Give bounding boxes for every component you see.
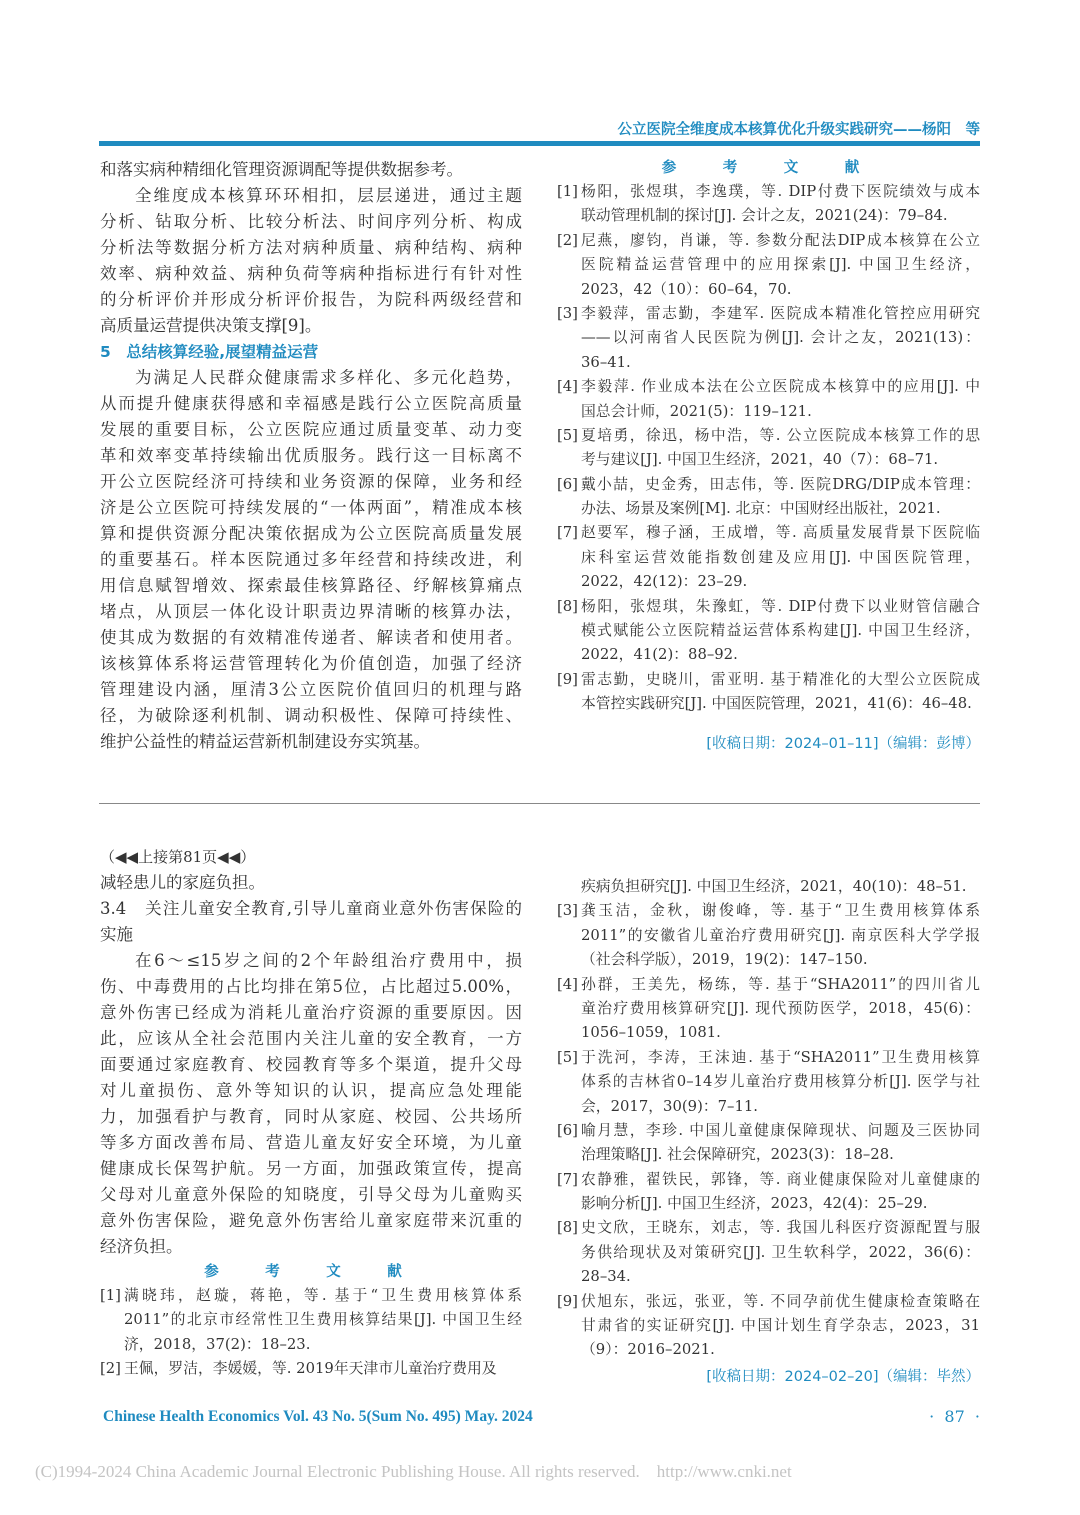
reference-line: 杨阳，张煜琪，李逸璞，等. DIP付费下医院绩效与成本 (581, 183, 980, 200)
running-title: 公立医院全维度成本核算优化升级实践研究——杨阳 等 (617, 122, 980, 138)
reference-line: 济，2018，37(2)：18–23. (124, 1335, 311, 1353)
reference-number: [6] (557, 1121, 578, 1139)
text-line: 堵点，从顶层一体化设计职责边界清晰的核算办法， (100, 602, 522, 621)
reference-item (557, 180, 980, 229)
reference-list (100, 1284, 522, 1382)
text-line: 和落实病种精细化管理资源调配等提供数据参考。 (100, 160, 463, 179)
text-line: 高质量运营提供决策支撑[9]。 (100, 316, 322, 335)
reference-item (557, 1290, 980, 1363)
text-line: 此，应该从全社会范围内关注儿童的安全教育，一方 (100, 1029, 522, 1048)
page-number: · 87 · (929, 1407, 980, 1426)
reference-line: 2022，42(12)：23–29. (581, 573, 748, 591)
reference-line: 雷志勤，史晓川，雷亚明. 基于精准化的大型公立医院成 (581, 670, 980, 688)
reference-line: 2011”的北京市经常性卫生费用核算结果[J]. 中国卫生经 (124, 1311, 522, 1329)
reference-number: [1] (100, 1287, 121, 1304)
text-line: 的分析评价并形成分析评价报告，为院科两级经营和 (100, 290, 522, 309)
reference-line: 疾病负担研究[J]. 中国卫生经济，2021，40(10)：48–51. (581, 878, 967, 895)
reference-line: 夏培勇，徐迅，杨中浩，等. 公立医院成本核算工作的思 (581, 426, 980, 444)
text-line: 革和效率变革持续输出优质服务。践行这一目标离不 (100, 446, 522, 465)
reference-line: 医院精益运营管理中的应用探索[J]. 中国卫生经济， (581, 256, 980, 274)
reference-item (557, 875, 980, 899)
reference-line: 28–34. (581, 1268, 631, 1286)
reference-number: [6] (557, 475, 578, 493)
text-line: 发展的重要目标，公立医院应通过质量变革、动力变 (100, 420, 522, 439)
reference-item (557, 1216, 980, 1289)
reference-item (557, 1168, 980, 1217)
reference-number: [8] (557, 597, 578, 615)
references-heading: 参 考 文 献 (661, 160, 876, 176)
reference-line: ——以河南省人民医院为例[J]. 会计之友，2021(13)： (581, 329, 980, 347)
text-line: 全维度成本核算环环相扣，层层递进，通过主题 (135, 186, 522, 205)
reference-line: 模式赋能公立医院精益运营体系构建[J]. 中国卫生经济， (581, 622, 980, 640)
reference-number: [4] (557, 378, 578, 396)
text-line: 意外伤害已经成为消耗儿童治疗资源的重要原因。因 (100, 1003, 522, 1022)
reference-number: [4] (557, 975, 578, 993)
received-date: [收稿日期：2024–02–20]（编辑：毕然） (706, 1368, 980, 1385)
text-line: 面要通过家庭教育、校园教育等多个渠道，提升父母 (100, 1055, 522, 1074)
reference-line: 甘肃省的实证研究[J]. 中国计划生育学杂志，2023，31 (581, 1317, 980, 1335)
lower-left-body (100, 870, 522, 1260)
reference-line: 治理策略[J]. 社会保障研究，2023(3)：18–28. (581, 1146, 894, 1164)
text-line: 的重要基石。样本医院通过多年经营和持续改进，利 (100, 550, 522, 569)
reference-list (557, 180, 980, 717)
reference-number: [3] (557, 902, 578, 920)
reference-item (557, 1119, 980, 1168)
reference-item (557, 229, 980, 302)
reference-line: 会，2017，30(9)：7–11. (581, 1097, 758, 1115)
continued-from-note: （◀◀上接第81页◀◀） (100, 848, 256, 866)
text-line: 为满足人民群众健康需求多样化、多元化趋势， (135, 368, 522, 387)
reference-number: [2] (100, 1360, 121, 1378)
text-line: 伤、中毒费用的占比均排在第5位，占比超过5.00%， (100, 977, 522, 996)
reference-number: [5] (557, 426, 578, 444)
text-line: 管理建设内涵，厘清3公立医院价值回归的机理与路 (100, 680, 522, 699)
reference-item (557, 521, 980, 594)
reference-line: 满晓玮，赵璇，蒋艳，等. 基于“卫生费用核算体系 (124, 1287, 522, 1304)
upper-left-column (100, 157, 522, 755)
text-line: 用信息赋智增效、探索最佳核算路径、纾解核算痛点 (100, 576, 522, 595)
reference-number: [1] (557, 183, 578, 200)
reference-line: 考与建议[J]. 中国卫生经济，2021，40（7）：68–71. (581, 451, 939, 469)
text-line: 在6～≤15岁之间的2个年龄组治疗费用中，损 (135, 951, 522, 970)
text-line: 济是公立医院可持续发展的“一体两面”，精准成本核 (100, 498, 522, 517)
reference-line: 36–41. (581, 353, 631, 371)
reference-line: 李毅萍，雷志勤，李建军. 医院成本精准化管控应用研究 (581, 304, 980, 322)
header-rule (99, 141, 980, 146)
text-line: 效率、病种效益、病种负荷等病种指标进行有针对性 (100, 264, 522, 283)
reference-item (557, 668, 980, 717)
lower-left-column (100, 844, 522, 1382)
reference-item (557, 375, 980, 424)
reference-line: 2022，41(2)：88–92. (581, 646, 738, 664)
reference-line: 伏旭东，张远，张亚，等. 不同孕前优生健康检查策略在 (581, 1292, 980, 1310)
upper-right-column (557, 156, 980, 753)
text-line: 分析、钻取分析、比较分析法、时间序列分析、构成 (100, 212, 522, 231)
reference-number: [7] (557, 1170, 578, 1188)
text-line: 父母对儿童意外保险的知晓度，引导父母为儿童购买 (100, 1185, 522, 1204)
reference-item (557, 473, 980, 522)
text-line: 径，为破除逐利机制、调动积极性、保障可持续性、 (100, 706, 522, 725)
reference-number: [9] (557, 1292, 578, 1310)
reference-line: 办法、场景及案例[M]. 北京：中国财经出版社，2021. (581, 500, 941, 518)
reference-line: 赵要军，穆子涵，王成增，等. 高质量发展背景下医院临 (581, 524, 980, 542)
journal-footer: Chinese Health Economics Vol. 43 No. 5(Sum No. 495) May. 2024 (103, 1408, 533, 1425)
reference-line: （社会科学版），2019，19(2)：147–150. (581, 951, 868, 969)
reference-item (557, 899, 980, 972)
text-line: 3.4 关注儿童安全教育,引导儿童商业意外伤害保险的 (100, 899, 522, 918)
copyright-watermark: (C)1994-2024 China Academic Journal Electronic Publishing House. All rights reserved. http://www.cnki.net (35, 1462, 792, 1481)
reference-number: [3] (557, 304, 578, 322)
reference-line: 于洗河，李涛，王沫迪. 基于“SHA2011”卫生费用核算 (581, 1048, 980, 1066)
text-line: 意外伤害保险，避免意外伤害给儿童家庭带来沉重的 (100, 1211, 522, 1230)
text-line: 开公立医院经济可持续和业务资源的保障，业务和经 (100, 472, 522, 491)
reference-line: 尼燕，廖钧，肖谦，等. 参数分配法DIP成本核算在公立 (581, 231, 980, 249)
lower-right-column (557, 875, 980, 1386)
reference-line: 体系的吉林省0–14岁儿童治疗费用核算分析[J]. 医学与社 (581, 1073, 980, 1091)
text-line: 经济负担。 (100, 1237, 183, 1256)
reference-line: 龚玉洁，金秋，谢俊峰，等. 基于“卫生费用核算体系 (581, 902, 980, 920)
reference-line: 李毅萍. 作业成本法在公立医院成本核算中的应用[J]. 中 (581, 378, 980, 396)
reference-line: 1056–1059，1081. (581, 1024, 721, 1042)
reference-line: 童治疗费用核算研究[J]. 现代预防医学，2018，45(6)： (581, 999, 980, 1017)
text-line: 实施 (100, 925, 133, 944)
reference-line: 史文欣，王晓东，刘志，等. 我国儿科医疗资源配置与服 (581, 1219, 980, 1237)
reference-line: 本管控实践研究[J]. 中国医院管理，2021，41(6)：46–48. (581, 695, 972, 713)
section-divider (99, 803, 980, 804)
references-heading: 参 考 文 献 (204, 1264, 418, 1280)
reference-line: 影响分析[J]. 中国卫生经济，2023，42(4)：25–29. (581, 1195, 928, 1213)
text-line: 健康成长保驾护航。另一方面，加强政策宣传，提高 (100, 1159, 522, 1178)
reference-line: 2023，42（10）：60–64，70. (581, 280, 792, 298)
reference-item (557, 595, 980, 668)
reference-item (100, 1284, 522, 1357)
text-line: 维护公益性的精益运营新机制建设夯实筑基。 (100, 732, 430, 751)
reference-item (100, 1357, 522, 1381)
text-line: 使其成为数据的有效精准传递者、解读者和使用者。 (100, 628, 522, 647)
received-date: [收稿日期：2024–01–11]（编辑：彭博） (706, 735, 980, 752)
reference-line: 戴小喆，史金秀，田志伟，等. 医院DRG/DIP成本管理： (581, 475, 980, 493)
reference-item (557, 302, 980, 375)
reference-line: 孙群，王美先，杨练，等. 基于“SHA2011”的四川省儿 (581, 975, 980, 993)
section-heading: 5 总结核算经验,展望精益运营 (100, 343, 319, 361)
text-line: 力，加强看护与教育，同时从家庭、校园、公共场所 (100, 1107, 522, 1126)
text-line: 该核算体系将运营管理转化为价值创造，加强了经济 (100, 654, 522, 673)
reference-line: 喻月慧，李珍. 中国儿童健康保障现状、问题及三医协同 (581, 1121, 980, 1139)
text-line: 算和提供资源分配决策依据成为公立医院高质量发展 (100, 524, 522, 543)
reference-line: 农静雅，翟铁民，郭锋，等. 商业健康保险对儿童健康的 (581, 1170, 980, 1188)
text-line: 等多方面改善布局、营造儿童友好安全环境，为儿童 (100, 1133, 522, 1152)
text-line: 减轻患儿的家庭负担。 (100, 873, 265, 892)
reference-list (557, 875, 980, 1363)
reference-item (557, 1046, 980, 1119)
reference-line: 国总会计师，2021(5)：119–121. (581, 402, 812, 420)
reference-item (557, 973, 980, 1046)
reference-number: [5] (557, 1048, 578, 1066)
reference-number: [8] (557, 1219, 578, 1237)
reference-line: 2011”的安徽省儿童治疗费用研究[J]. 南京医科大学学报 (581, 926, 980, 944)
reference-line: 床科室运营效能指数创建及应用[J]. 中国医院管理， (581, 548, 980, 566)
reference-line: （9）：2016–2021. (581, 1341, 715, 1359)
reference-number: [9] (557, 670, 578, 688)
reference-line: 务供给现状及对策研究[J]. 卫生软科学，2022，36(6)： (581, 1243, 980, 1261)
reference-number: [2] (557, 231, 578, 249)
text-line: 从而提升健康获得感和幸福感是践行公立医院高质量 (100, 394, 522, 413)
reference-number: [7] (557, 524, 578, 542)
reference-line: 王佩，罗洁，李媛媛，等. 2019年天津市儿童治疗费用及 (124, 1360, 497, 1378)
text-line: 分析法等数据分析方法对病种质量、病种结构、病种 (100, 238, 522, 257)
reference-line: 杨阳，张煜琪，朱豫虹，等. DIP付费下以业财管信融合 (581, 597, 980, 615)
reference-item (557, 424, 980, 473)
text-line: 对儿童损伤、意外等知识的认识，提高应急处理能 (100, 1081, 522, 1100)
reference-line: 联动管理机制的探讨[J]. 会计之友，2021(24)：79–84. (581, 207, 948, 225)
